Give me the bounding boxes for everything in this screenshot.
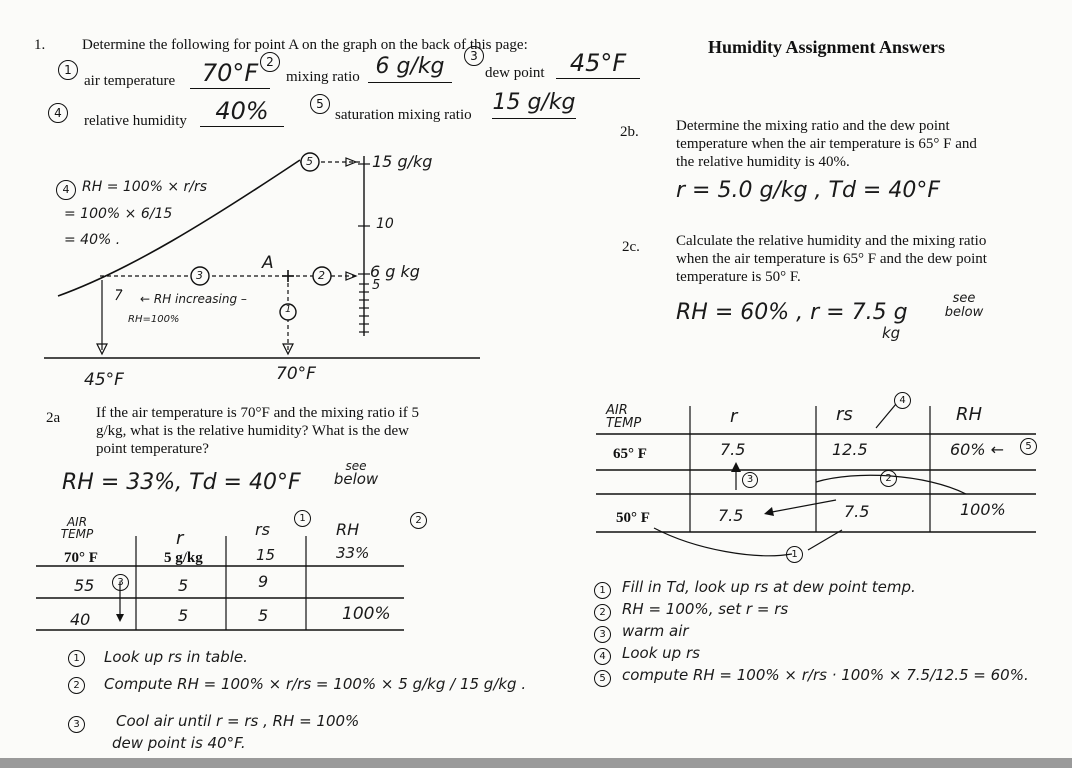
q2a-cell-2-1: 5 [178,606,189,625]
graph-r-label: 6 g kg [370,262,420,281]
q2a-cell-0-2: 15 [256,546,276,564]
q2c-cell-0-2: 12.5 [832,440,868,459]
q2c-below-word: below [944,305,984,320]
q2a-cell-1-0: 55 [74,576,95,595]
q1-number: 1. [34,37,46,53]
q2a-step-3-text: Cool air until r = rs , RH = 100% [116,712,360,730]
marker-1: 1 [58,60,78,80]
graph-point-a: A [262,253,274,273]
q2a-step-3-cont: dew point is 40°F. [112,734,246,752]
graph-marker-1: 1 [285,304,292,315]
graph-marker-2: 2 [318,269,325,282]
q2c-step-5-marker: 5 [594,670,611,687]
page-title: Humidity Assignment Answers [708,37,946,57]
graph-tick-10: 10 [376,216,394,232]
q2c-cell-1-1: 7.5 [718,506,744,525]
graph-rs-label: 15 g/kg [372,152,433,171]
q2a-answer: RH = 33%, Td = 40°F [62,470,301,495]
q2a-head-r: r [176,528,184,549]
q2c-answer-rh: RH = 60% , r = 7.5 g [676,300,908,325]
q2a-head-rh: RH [336,520,360,539]
q2c-head-rh: RH [956,404,983,425]
q2a-step-1-marker: 1 [68,650,85,667]
q2a-step-3-marker: 3 [68,716,85,733]
q2a-head-rs: rs [255,520,270,539]
q2c-step-1-marker: 1 [594,582,611,599]
q2a-prompt: If the air temperature is 70°F and the mixing ratio if 5 g/kg, what is the relative humidity? What is the dew point temperature? [96,405,419,457]
q2a-cell-1-2: 9 [258,572,269,591]
q2c-marker-3: 3 [742,472,758,488]
q1-mixing-ratio-answer: 6 g/kg [368,52,452,83]
q2a-cell-2-0: 40 [70,610,91,629]
q2a-marker-2: 2 [410,512,427,529]
graph-rh-increasing: ← RH increasing – [140,292,247,306]
q2a-cell-0-3: 33% [336,544,370,562]
q2c-cell-1-0: 50° F [616,510,650,526]
q1-rh-label: relative humidity [84,113,187,129]
q2c-step-5-text: compute RH = 100% × r/rs · 100% × 7.5/12.5 = 60%. [622,666,1029,684]
q2a-marker-3: 3 [112,574,129,591]
marker-5: 5 [310,94,330,114]
q2c-cell-0-0: 65° F [613,446,647,462]
q2c-step-1-text: Fill in Td, look up rs at dew point temp. [622,578,916,596]
q2a-cell-0-0: 70° F [64,550,98,566]
marker-2: 2 [260,52,280,72]
q2a-number: 2a [46,410,61,426]
q2c-cell-1-3: 100% [960,500,1006,519]
q2a-cell-2-2: 5 [258,606,269,625]
q2c-head-air-temp: AIR TEMP [606,403,642,431]
q2c-step-3-text: warm air [622,622,689,640]
marker-4: 4 [48,103,68,123]
q1-dew-point-label: dew point [485,65,545,81]
rh-calc-line-2: = 100% × 6/15 [64,206,173,222]
q2a-see-below [330,460,382,486]
q2a-step-1-text: Look up rs in table. [104,648,248,666]
graph-tick-5: 5 [372,278,381,293]
q2c-head-r: r [730,406,738,427]
q2c-head-rs: rs [836,404,853,425]
q2c-step-2-marker: 2 [594,604,611,621]
q2c-see-word: see [952,291,976,306]
q2a-marker-1: 1 [294,510,311,527]
q2c-cell-0-3: 60% ← [950,440,1005,459]
graph-x-70f: 70°F [276,364,316,384]
q2c-cell-0-1: 7.5 [720,440,746,459]
q1-air-temp-answer: 70°F [190,58,270,89]
graph-marker-5: 5 [306,155,313,168]
q2c-step-4-marker: 4 [594,648,611,665]
q1-rh-answer: 40% [200,96,284,127]
q2c-marker-4: 4 [894,392,911,409]
q1-prompt: Determine the following for point A on the graph on the back of this page: [82,37,528,53]
rh-calc-line-1: RH = 100% × r/rs [82,179,208,195]
q2a-cell-1-1: 5 [178,576,189,595]
q1-air-temp-label: air temperature [84,73,176,89]
marker-3: 3 [464,46,484,66]
q2c-marker-1: 1 [786,546,803,563]
q2a-below-word: below [333,470,379,488]
q2a-cell-0-1: 5 g/kg [164,550,203,566]
graph-x-45f: 45°F [84,370,124,390]
q2c-step-3-marker: 3 [594,626,611,643]
q1-dew-point-answer: 45°F [556,48,640,79]
q2c-answer-unit: kg [882,324,901,342]
q2a-head-air-temp: AIR TEMP [60,515,94,541]
q1-mixing-ratio-label: mixing ratio [286,69,360,85]
q2c-marker-2: 2 [880,470,897,487]
q2c-marker-5: 5 [1020,438,1037,455]
q2c-step-2-text: RH = 100%, set r = rs [622,600,789,618]
q2a-step-2-text: Compute RH = 100% × r/rs = 100% × 5 g/kg / 15 g/kg . [104,675,527,693]
graph-marker-3: 3 [196,269,203,282]
q2b-number: 2b. [620,124,639,140]
q2c-prompt: Calculate the relative humidity and the mixing ratio when the air temperature is 65° F and the dew point temperature is 50° F. [676,233,987,285]
q2c-step-4-text: Look up rs [622,644,700,662]
q2a-cell-2-3: 100% [342,604,391,624]
q1-sat-mixing-ratio-answer: 15 g/kg [492,88,576,119]
scan-edge-strip [0,758,1072,768]
q2c-see-below [934,292,994,320]
q2b-answer: r = 5.0 g/kg , Td = 40°F [676,178,940,203]
marker-4-calc: 4 [56,180,76,200]
rh-calc-line-3: = 40% . [64,232,121,248]
graph-rh-100: RH=100% [128,314,180,325]
q2a-see-word: see [345,459,367,473]
q2c-number: 2c. [622,239,640,255]
q1-sat-mixing-ratio-label: saturation mixing ratio [335,107,472,123]
q2b-prompt: Determine the mixing ratio and the dew point temperature when the air temperature is 65° F and the relative humidity is 40%. [676,118,977,170]
q2c-cell-1-2: 7.5 [844,502,870,521]
q2a-step-2-marker: 2 [68,677,85,694]
